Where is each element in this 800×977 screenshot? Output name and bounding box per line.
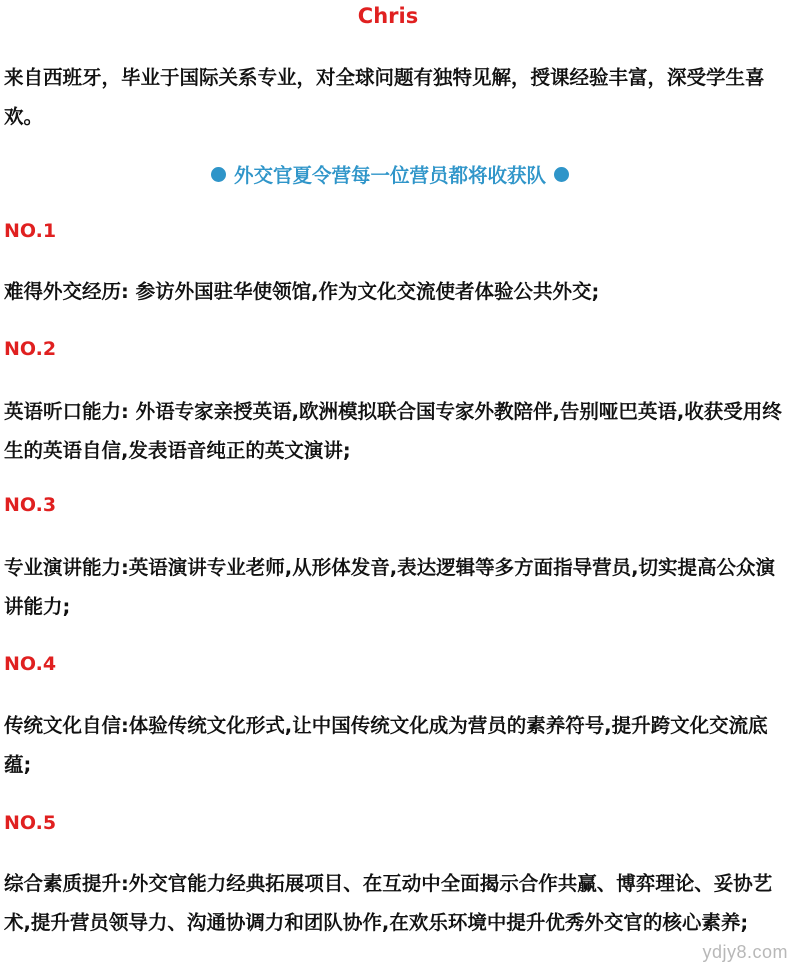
- section-heading: [0, 160, 780, 188]
- item-text: 传统文化自信:体验传统文化形式,让中国传统文化成为营员的素养符号,提升跨文化交流底蕴;: [4, 714, 768, 776]
- item-text: 专业演讲能力:英语演讲专业老师,从形体发音,表达逻辑等多方面指导营员,切实提高公众演讲能力;: [4, 556, 776, 618]
- teacher-name: Chris: [357, 4, 419, 28]
- section-heading-text: 外交官夏令营每一位营员都将收获队: [233, 164, 546, 187]
- item-number: NO.5: [4, 812, 57, 834]
- bullet-dot-icon: [554, 167, 569, 182]
- item-text: 英语听口能力: 外语专家亲授英语,欧洲模拟联合国专家外教陪伴,告别哑巴英语,收获受用终生的英语自信,发表语音纯正的英文演讲;: [4, 400, 782, 462]
- item-text: 难得外交经历: 参访外国驻华使领馆,作为文化交流使者体验公共外交;: [4, 280, 600, 303]
- teacher-bio: 来自西班牙，毕业于国际关系专业，对全球问题有独特见解，授课经验丰富，深受学生喜欢。: [4, 66, 765, 128]
- item-text: 综合素质提升:外交官能力经典拓展项目、在互动中全面揭示合作共赢、博弈理论、妥协艺术,提升营员领导力、沟通协调力和团队协作,在欢乐环境中提升优秀外交官的核心素养;: [4, 872, 773, 934]
- item-number: NO.2: [4, 338, 57, 360]
- item-number: NO.3: [4, 494, 57, 516]
- item-number: NO.4: [4, 653, 57, 675]
- item-number: NO.1: [4, 220, 57, 242]
- watermark: ydjy8.com: [702, 942, 788, 962]
- bullet-dot-icon: [211, 167, 226, 182]
